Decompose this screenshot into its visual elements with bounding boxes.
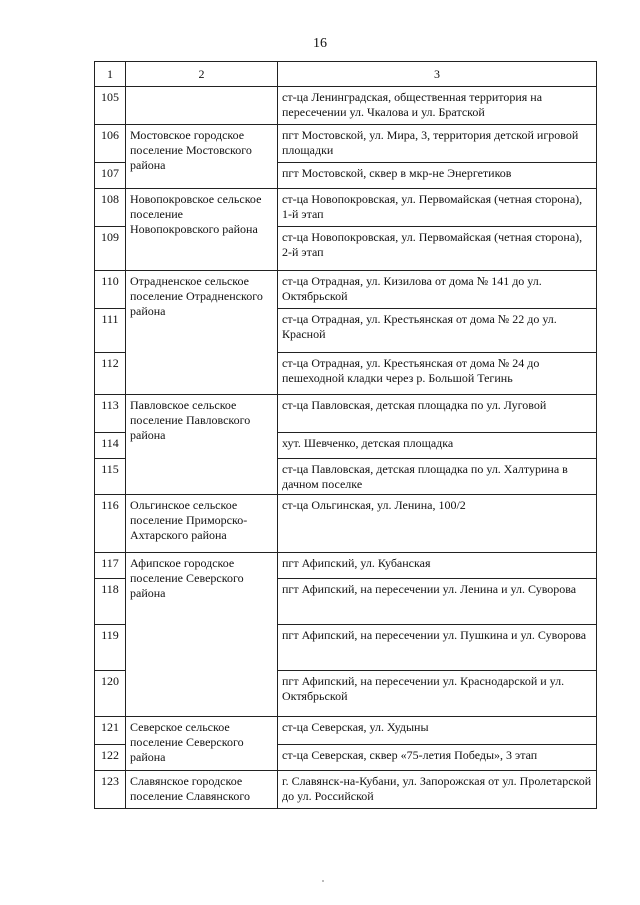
place-cell: ст-ца Отрадная, ул. Крестьянская от дома № 22 до ул. Красной	[278, 309, 597, 353]
row-number: 116	[95, 495, 126, 553]
place-cell: ст-ца Отрадная, ул. Кизилова от дома № 141 до ул. Октябрьской	[278, 271, 597, 309]
row-number: 111	[95, 309, 126, 353]
place-cell: ст-ца Павловская, детская площадка по ул. Халтурина в дачном поселке	[278, 459, 597, 495]
place-cell: пгт Афипский, на пересечении ул. Краснодарской и ул. Октябрьской	[278, 671, 597, 717]
table-row	[95, 771, 597, 809]
locations-table	[94, 61, 597, 809]
place-cell: ст-ца Ольгинская, ул. Ленина, 100/2	[278, 495, 597, 553]
table-row	[95, 395, 597, 433]
place-cell: пгт Мостовской, сквер в мкр-не Энергетиков	[278, 163, 597, 189]
settlement-cell-empty	[126, 87, 278, 125]
place-cell: ст-ца Ленинградская, общественная территория на пересечении ул. Чкалова и ул. Братской	[278, 87, 597, 125]
place-cell: ст-ца Новопокровская, ул. Первомайская (четная сторона), 1-й этап	[278, 189, 597, 227]
place-cell: ст-ца Северская, сквер «75-летия Победы», 3 этап	[278, 745, 597, 771]
table-row	[95, 87, 597, 125]
table-row	[95, 189, 597, 227]
settlement-cell: Ольгинское сельское поселение Приморско-Ахтарского района	[126, 495, 278, 553]
place-cell: пгт Афипский, ул. Кубанская	[278, 553, 597, 579]
row-number: 119	[95, 625, 126, 671]
header-col-2: 2	[126, 62, 278, 87]
settlement-cell: Новопокровское сельское поселение Новопокровского района	[126, 189, 278, 271]
place-cell: г. Славянск-на-Кубани, ул. Запорожская от ул. Пролетарской до ул. Российской	[278, 771, 597, 809]
row-number: 105	[95, 87, 126, 125]
row-number: 106	[95, 125, 126, 163]
settlement-cell: Мостовское городское поселение Мостовского района	[126, 125, 278, 189]
page-number: 16	[313, 36, 327, 51]
header-col-3: 3	[278, 62, 597, 87]
row-number: 112	[95, 353, 126, 395]
settlement-cell: Павловское сельское поселение Павловского района	[126, 395, 278, 495]
header-col-1: 1	[95, 62, 126, 87]
row-number: 117	[95, 553, 126, 579]
place-cell: ст-ца Павловская, детская площадка по ул. Луговой	[278, 395, 597, 433]
row-number: 118	[95, 579, 126, 625]
place-cell: пгт Афипский, на пересечении ул. Ленина и ул. Суворова	[278, 579, 597, 625]
place-cell: ст-ца Северская, ул. Худыны	[278, 717, 597, 745]
row-number: 110	[95, 271, 126, 309]
row-number: 107	[95, 163, 126, 189]
place-cell: ст-ца Новопокровская, ул. Первомайская (четная сторона), 2-й этап	[278, 227, 597, 271]
row-number: 114	[95, 433, 126, 459]
place-cell: пгт Афипский, на пересечении ул. Пушкина и ул. Суворова	[278, 625, 597, 671]
row-number: 108	[95, 189, 126, 227]
scan-speck	[322, 880, 324, 882]
place-cell: ст-ца Отрадная, ул. Крестьянская от дома № 24 до пешеходной кладки через р. Большой Тегинь	[278, 353, 597, 395]
settlement-cell: Славянское городское поселение Славянского	[126, 771, 278, 809]
row-number: 109	[95, 227, 126, 271]
row-number: 121	[95, 717, 126, 745]
table-row	[95, 271, 597, 309]
table-row	[95, 495, 597, 553]
row-number: 113	[95, 395, 126, 433]
row-number: 120	[95, 671, 126, 717]
row-number: 122	[95, 745, 126, 771]
place-cell: пгт Мостовской, ул. Мира, 3, территория детской игровой площадки	[278, 125, 597, 163]
table-header-row	[95, 62, 597, 87]
settlement-cell: Северское сельское поселение Северского района	[126, 717, 278, 771]
place-cell: хут. Шевченко, детская площадка	[278, 433, 597, 459]
table-row	[95, 717, 597, 745]
settlement-cell: Афипское городское поселение Северского района	[126, 553, 278, 717]
settlement-cell: Отрадненское сельское поселение Отрадненского района	[126, 271, 278, 395]
row-number: 123	[95, 771, 126, 809]
row-number: 115	[95, 459, 126, 495]
table-row	[95, 553, 597, 579]
table-row	[95, 125, 597, 163]
